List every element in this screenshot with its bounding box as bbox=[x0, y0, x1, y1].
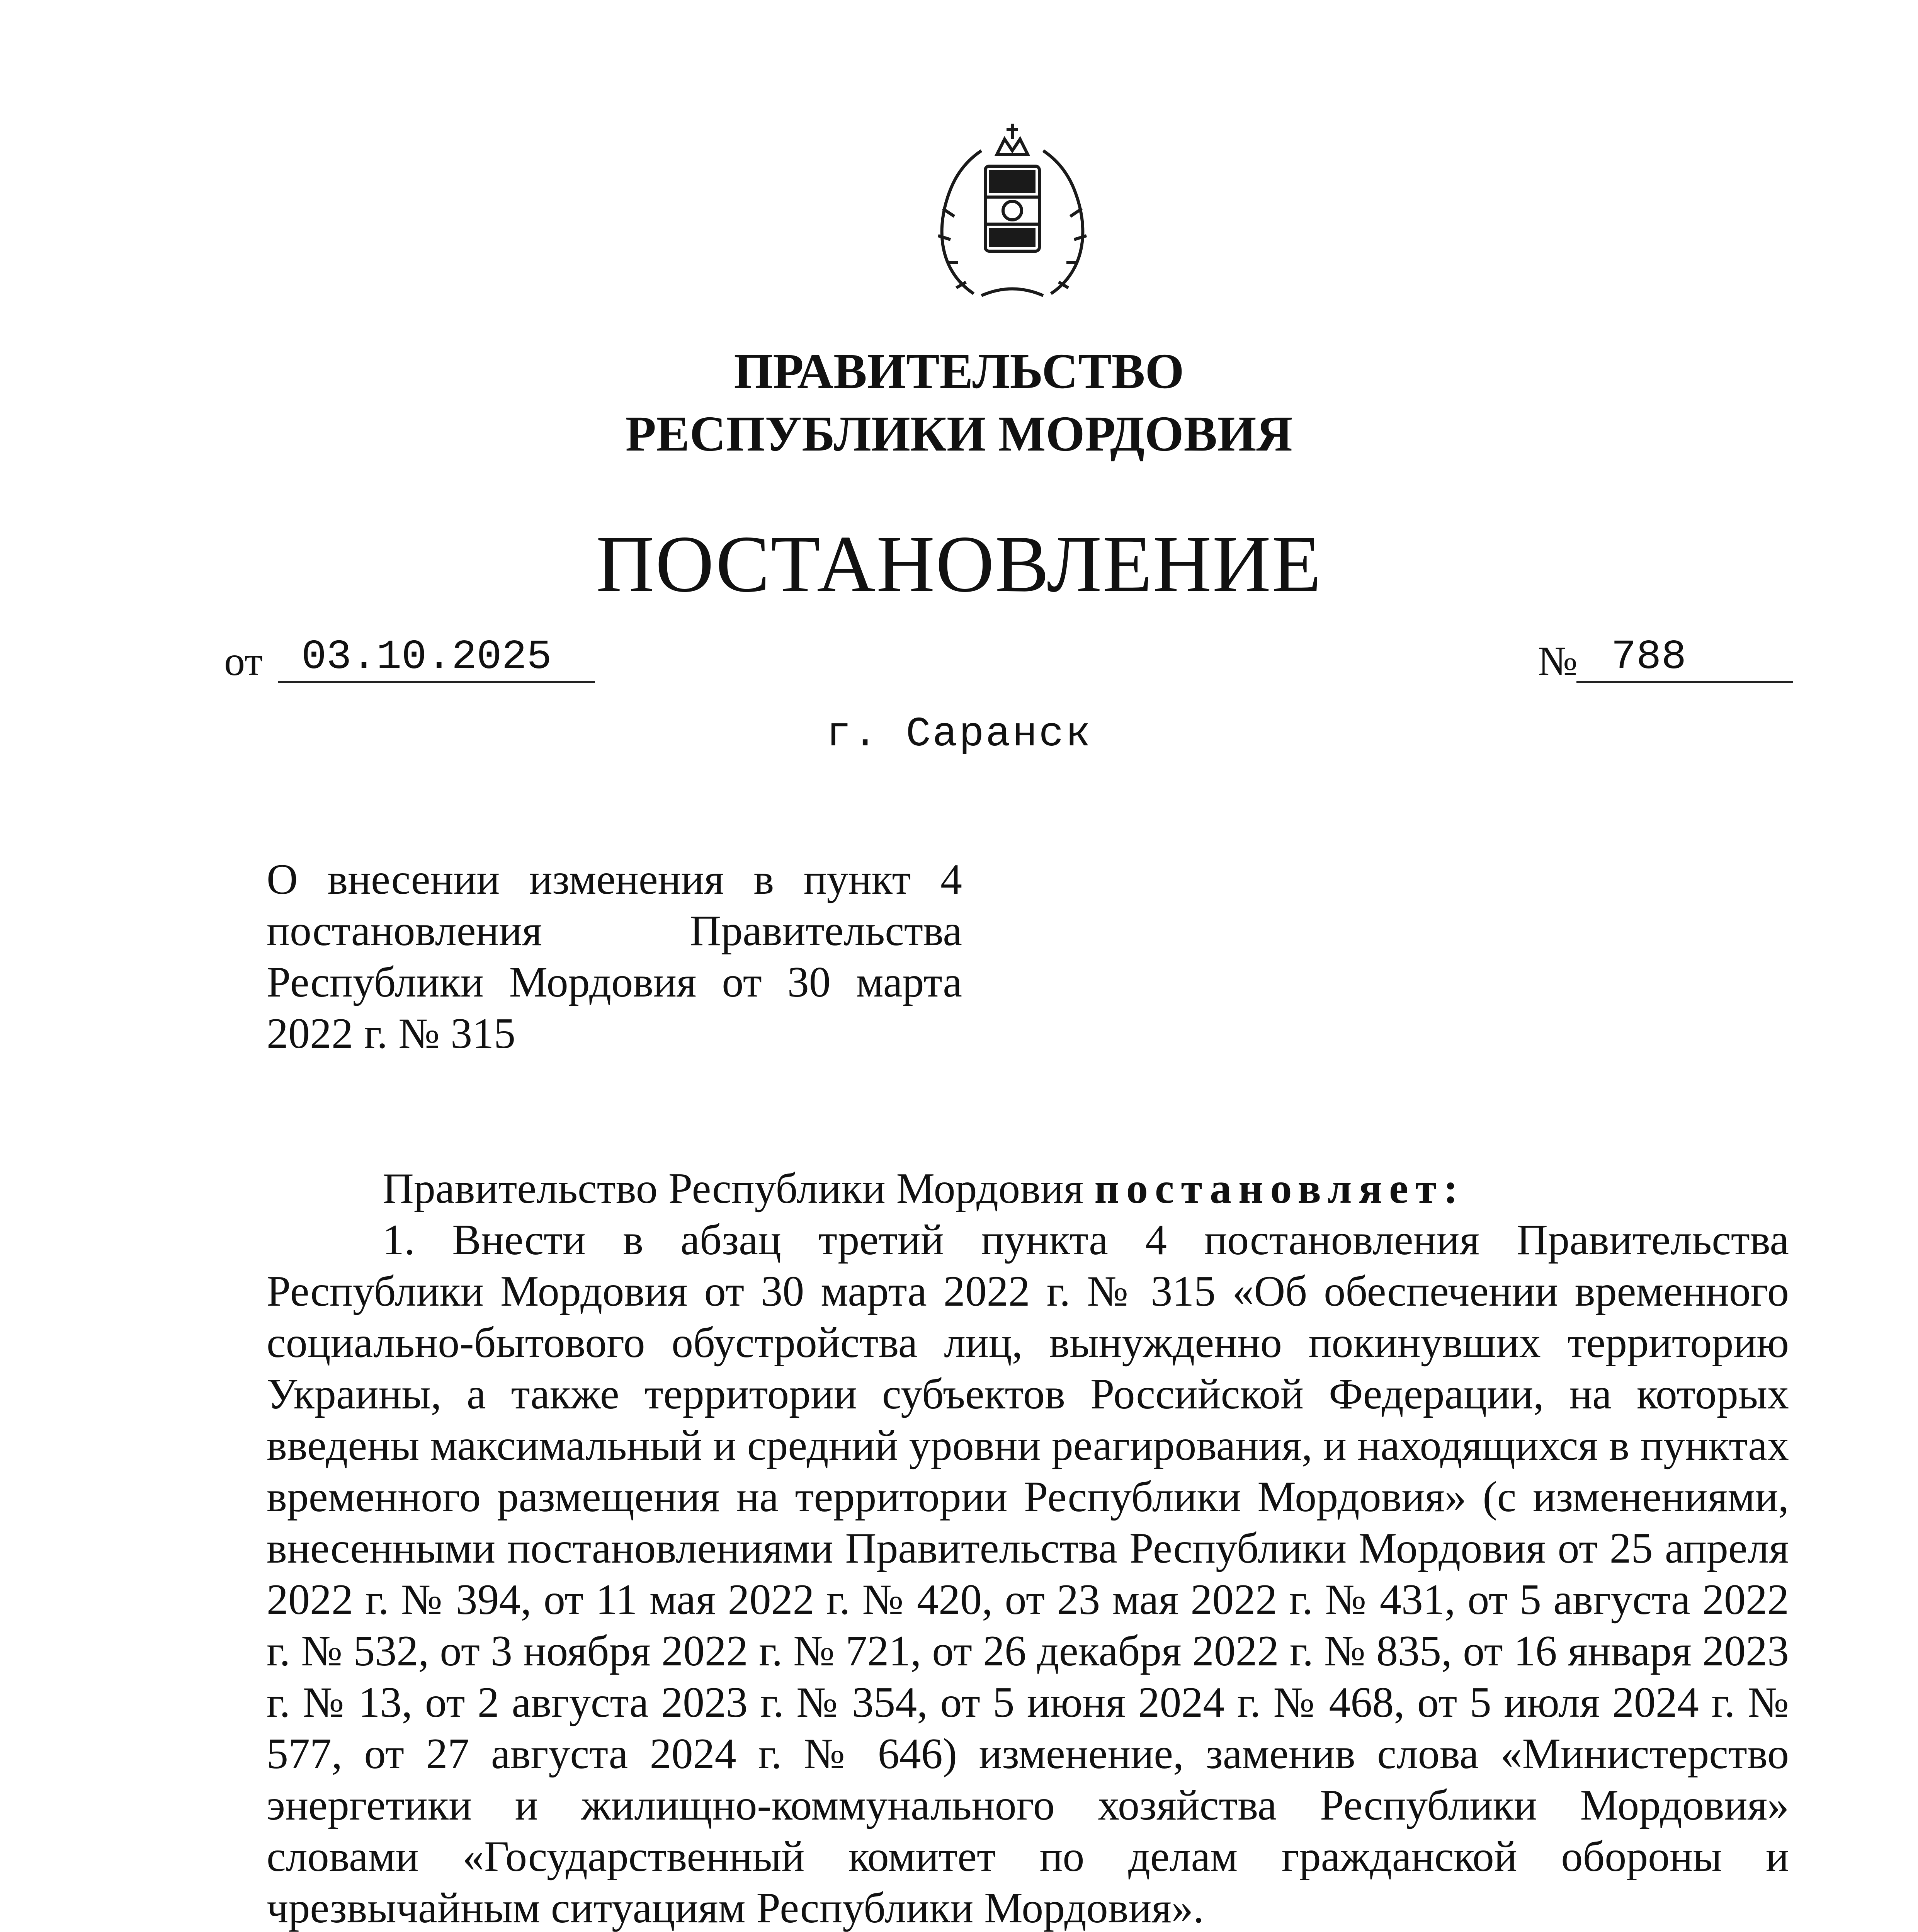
government-name-line1: ПРАВИТЕЛЬСТВО bbox=[734, 344, 1184, 399]
document-type-title: ПОСТАНОВЛЕНИЕ bbox=[596, 519, 1322, 609]
document-number: 788 bbox=[1576, 634, 1793, 683]
coat-of-arms-emblem bbox=[927, 100, 1097, 301]
government-name-line2: РЕСПУБЛИКИ МОРДОВИЯ bbox=[625, 406, 1293, 462]
body-intro-text: Правительство Республики Мордовия bbox=[383, 1165, 1084, 1213]
document-subject: О внесении изменения в пункт 4 постановления Правительства Республики Мордовия от 30 марта 2022 г. № 315 bbox=[267, 855, 962, 1058]
body-intro-verb: постановляет: bbox=[1094, 1165, 1465, 1213]
mordovia-coat-of-arms-icon bbox=[927, 100, 1097, 301]
body-paragraph-1: 1. Внести в абзац третий пункта 4 постановления Правительства Республики Мордовия от 30 марта 2022 г. № 315 «Об обеспечении временного социально-бытового обустройства лиц, вынужденно покинувших территорию Украины, а также территории субъектов Российской Федерации, на которых введены максимальный и средний уровни реагирования, и находящихся в пунктах временного размещения на территории Республики Мордовия» (с изменениями, внесенными постановлениями Правительства Республики Мордовия от 25 апреля 2022 г. № 394, от 11 мая 2022 г. № 420, от 23 мая 2022 г. № 431, от 5 августа 2022 г. № 532, от 3 ноября 2022 г. № 721, от 26 декабря 2022 г. № 835, от 16 января 2023 г. № 13, от 2 августа 2023 г. № 354, от 5 июня 2024 г. № 468, от 5 июля 2024 г. № 577, от 27 августа 2024 г. № 646) изменение, заменив слова «Министерство энергетики и жилищно-коммунального хозяйства Республики Мордовия» словами «Государственный комитет по делам гражданской обороны и чрезвычайным ситуациям Республики Мордовия». bbox=[267, 1216, 1789, 1932]
date-prefix: от bbox=[224, 638, 263, 684]
body-intro bbox=[267, 1163, 1789, 1214]
document-body bbox=[267, 1163, 1789, 1932]
number-prefix: № bbox=[1538, 638, 1578, 684]
document-date: 03.10.2025 bbox=[278, 634, 595, 683]
government-name bbox=[0, 340, 1918, 465]
city: г. Саранск bbox=[826, 711, 1092, 758]
